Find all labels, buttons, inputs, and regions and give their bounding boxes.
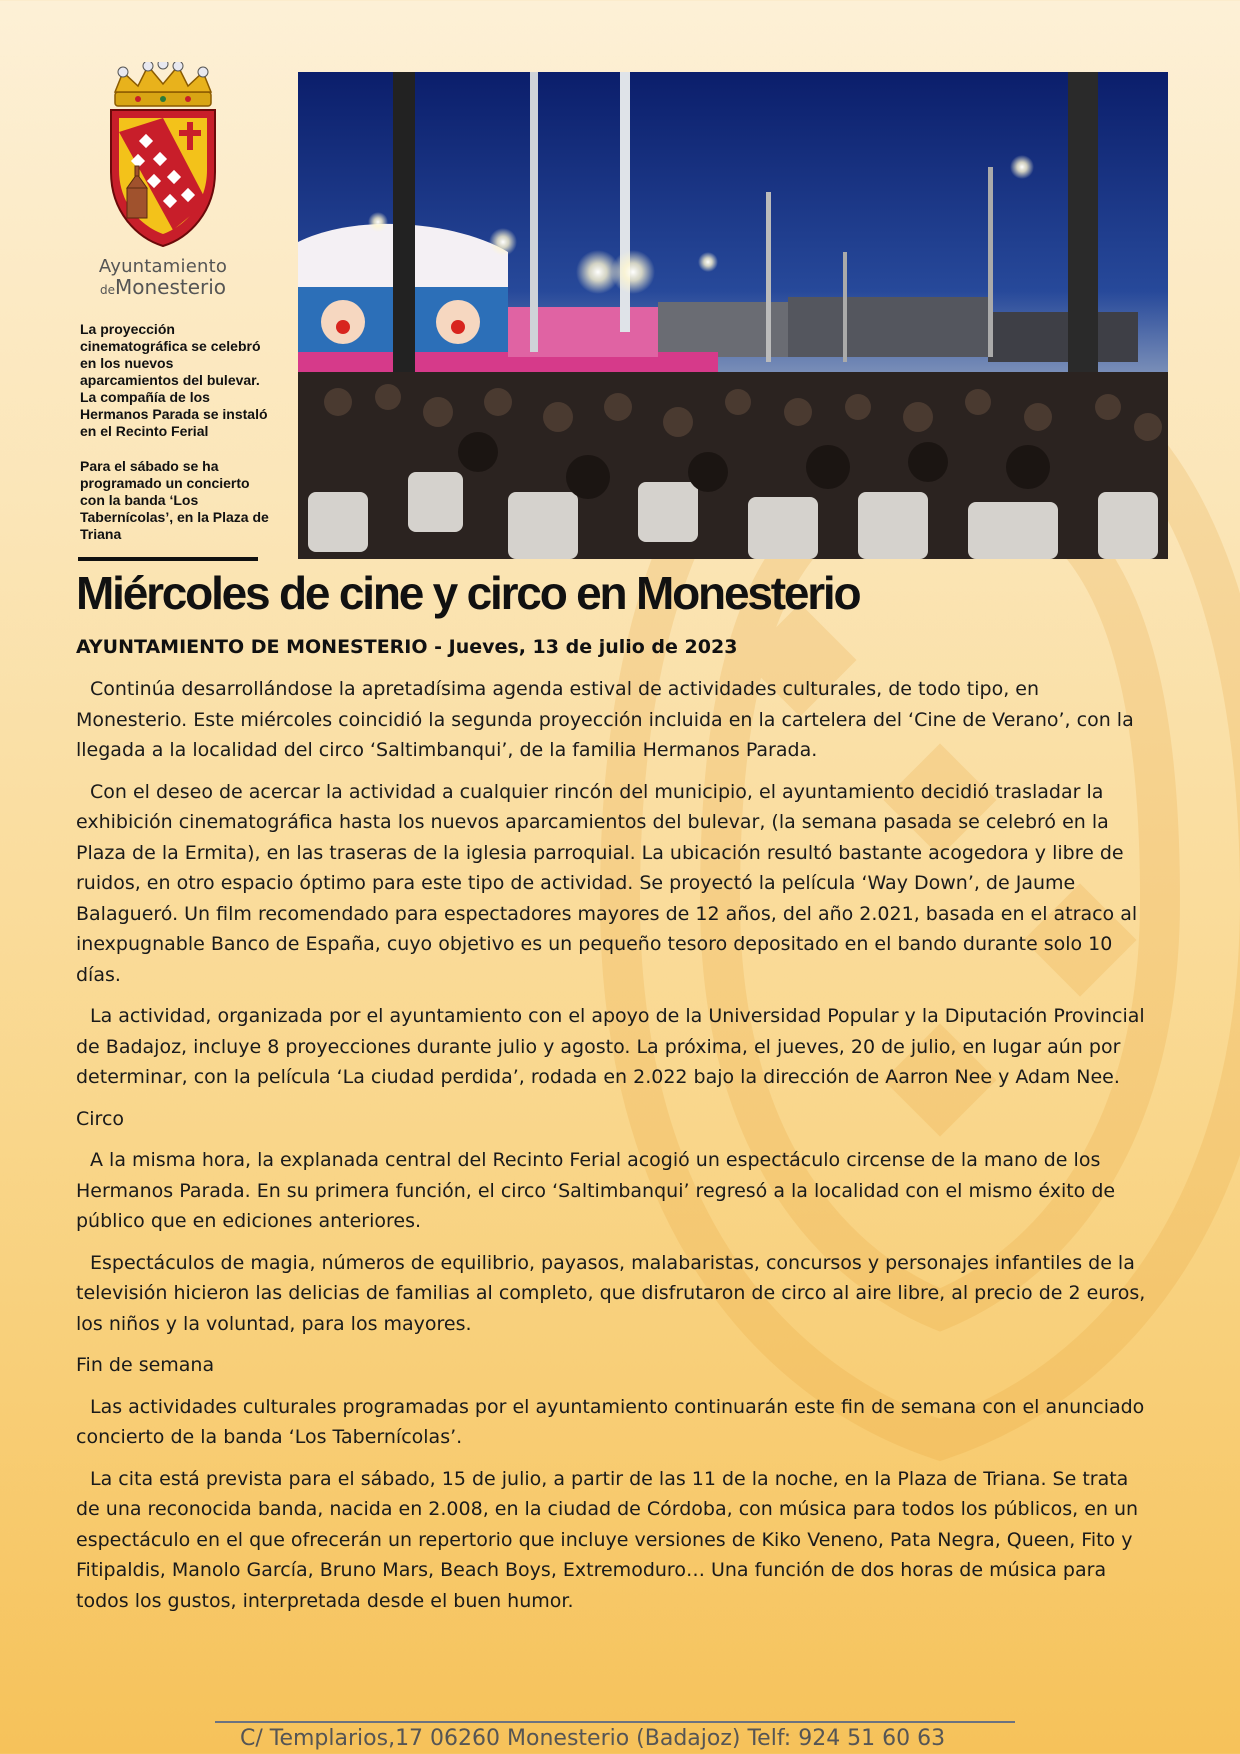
footer-divider bbox=[215, 1721, 1015, 1723]
footer-address: C/ Templarios,17 06260 Monesterio (Badajoz) Telf: 924 51 60 63 bbox=[240, 1726, 946, 1751]
article-paragraph-circo-2: Espectáculos de magia, números de equilibrio, payasos, malabaristas, concursos y personajes infantiles de la televisión hicieron las delicias de familias al completo, que disfrutaron de circo al aire libre, al precio de 2 euros, los niños y la voluntad, para los mayores. bbox=[76, 1251, 1146, 1335]
article-paragraph-circo-1: A la misma hora, la explanada central del Recinto Ferial acogió un espectáculo circense de la mano de los Hermanos Parada. En su primera función, el circo ‘Saltimbanqui’ regresó a la localidad con el mismo éxito de público que en ediciones anteriores. bbox=[76, 1149, 1116, 1232]
subhead-circo: Circo bbox=[76, 1107, 125, 1130]
article-paragraph-finde-1: Las actividades culturales programadas por el ayuntamiento continuarán este fin de semana con el anunciado concierto de la banda ‘Los Tabernícolas’. bbox=[76, 1395, 1145, 1448]
article-byline: AYUNTAMIENTO DE MONESTERIO - Jueves, 13 de julio de 2023 bbox=[76, 636, 738, 658]
sidebar-highlight-2: Para el sábado se ha programado un concierto con la banda ‘Los Tabernícolas’, en la Plaza de Triana bbox=[80, 458, 269, 542]
article-headline: Miércoles de cine y circo en Monesterio bbox=[76, 567, 860, 619]
subhead-fin-de-semana: Fin de semana bbox=[76, 1354, 215, 1376]
article-paragraph-3: La actividad, organizada por el ayuntamiento con el apoyo de la Universidad Popular y la Diputación Provincial de Badajoz, incluye 8 proyecciones durante julio y agosto. La próxima, el jueves, 20 de julio, en lugar aún por determinar, con la película ‘La ciudad perdida’, rodada en 2.022 bajo la dirección de Aarron Nee y Adam Nee. bbox=[76, 1005, 1145, 1088]
logo-text-ayuntamiento: Ayuntamiento bbox=[98, 256, 228, 277]
logo-text-de: de bbox=[99, 283, 115, 297]
sidebar-highlights bbox=[80, 321, 270, 561]
sidebar-divider bbox=[78, 557, 258, 561]
logo-text-monesterio bbox=[88, 277, 238, 300]
sidebar-highlight-1: La proyección cinematográfica se celebró en los nuevos aparcamientos del bulevar. La compañía de los Hermanos Parada se instaló en el Recinto Ferial bbox=[80, 321, 268, 439]
article-paragraph-1: Continúa desarrollándose la apretadísima agenda estival de actividades culturales, de todo tipo, en Monesterio. Este miércoles coincidió la segunda proyección incluida en la cartelera del ‘Cine de Verano’, con la llegada a la localidad del circo ‘Saltimbanqui’, de la familia Hermanos Parada. bbox=[76, 678, 1134, 761]
coat-of-arms-icon bbox=[93, 62, 233, 252]
article-paragraph-2: Con el deseo de acercar la actividad a cualquier rincón del municipio, el ayuntamiento decidió trasladar la exhibición cinematográfica hasta los nuevos aparcamientos del bulevar, (la semana pasada se celebró en la Plaza de la Ermita), en las traseras de la iglesia parroquial. La ubicación resultó bastante acogedora y libre de ruidos, en otro espacio óptimo para este tipo de actividad. Se proyectó la película ‘Way Down’, de Jaume Balagueró. Un film recomendado para espectadores mayores de 12 años, del año 2.021, basada en el atraco al inexpugnable Banco de España, cuyo objetivo es un pequeño tesoro depositado en el bando durante solo 10 días. bbox=[76, 780, 1138, 986]
article-paragraph-finde-2: La cita está prevista para el sábado, 15 de julio, a partir de las 11 de la noche, en la Plaza de Triana. Se trata de una reconocida banda, nacida en 2.008, en la ciudad de Córdoba, con música para todos los públicos, en un espectáculo en el que ofrecerán un repertorio que incluye versiones de Kiko Veneno, Pata Negra, Queen, Fito y Fitipaldis, Manolo García, Bruno Mars, Beach Boys, Extremoduro… Una función de dos horas de música para todos los gustos, interpretada desde el buen humor. bbox=[76, 1467, 1139, 1612]
article-body bbox=[76, 674, 1156, 1627]
logo-text-town: Monesterio bbox=[114, 275, 227, 299]
municipal-logo bbox=[88, 62, 238, 312]
circus-night-photo bbox=[298, 72, 1168, 559]
